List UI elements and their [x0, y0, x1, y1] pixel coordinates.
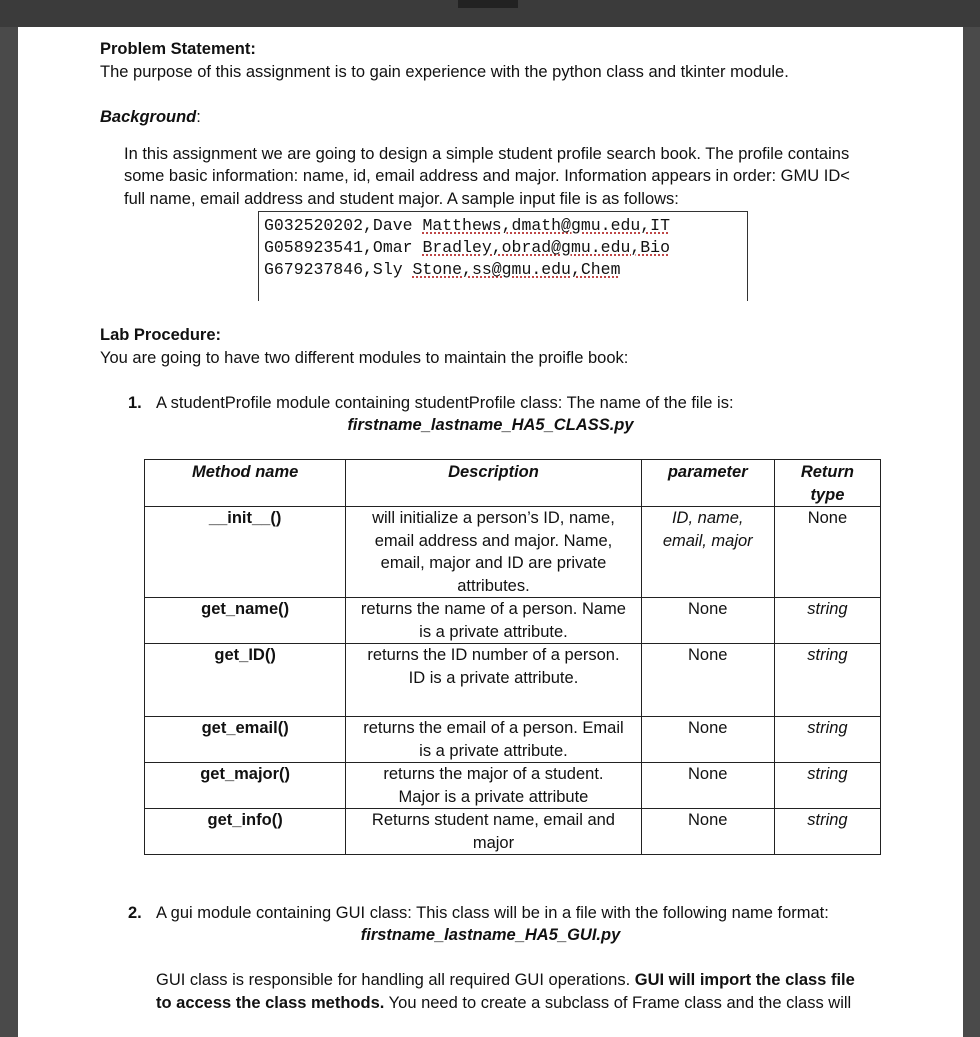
- viewer-top-bar: [0, 0, 980, 27]
- description-line: email address and major. Name,: [374, 531, 613, 550]
- document-page: [18, 27, 963, 1037]
- parameter-line: ID, name,: [671, 509, 744, 527]
- description-line: will initialize a person’s ID, name,: [372, 509, 615, 527]
- item1-number: 1.: [128, 394, 142, 412]
- viewer-tab: [458, 0, 518, 8]
- table-row: [145, 598, 881, 644]
- parameter-cell: [641, 507, 774, 598]
- table-row: [145, 809, 881, 855]
- gui-paragraph-line-1: [156, 969, 855, 992]
- return-cell: string: [774, 644, 880, 717]
- item2-text: A gui module containing GUI class: This class will be in a file with the following name format:: [156, 904, 829, 922]
- header-return-line-1: Return: [800, 463, 854, 481]
- table-row: [145, 763, 881, 809]
- gui-paragraph-line-2: [156, 992, 851, 1015]
- header-return-line-2: type: [810, 485, 845, 504]
- description-cell: [346, 644, 641, 717]
- method-name-cell: get_info(): [145, 809, 346, 855]
- sample-line-1-rest: Matthews,dmath@gmu.edu,IT: [422, 216, 670, 235]
- background-colon: :: [196, 108, 201, 126]
- description-line: email, major and ID are private: [380, 554, 607, 572]
- description-cell: [346, 809, 641, 855]
- item2-number: 2.: [128, 904, 142, 922]
- return-cell: string: [774, 717, 880, 763]
- lab-text: You are going to have two different modules to maintain the proifle book:: [100, 349, 629, 367]
- description-line: returns the name of a person. Name: [360, 600, 626, 618]
- description-cell: [346, 507, 641, 598]
- problem-text: The purpose of this assignment is to gain experience with the python class and tkinter module.: [100, 63, 789, 81]
- background-heading: Background: [100, 108, 197, 126]
- sample-line-3: [264, 259, 620, 281]
- method-name-cell: get_major(): [145, 763, 346, 809]
- table-row: [145, 717, 881, 763]
- method-name-cell: get_name(): [145, 598, 346, 644]
- return-cell: None: [774, 507, 880, 598]
- background-heading-line: [100, 106, 201, 129]
- gui-line2-plain: You need to create a subclass of Frame class and the class will: [384, 994, 852, 1012]
- item1-text: A studentProfile module containing studentProfile class: The name of the file is:: [156, 394, 734, 412]
- description-line: major: [472, 833, 515, 852]
- method-name-cell: get_ID(): [145, 644, 346, 717]
- sample-line-2: [264, 237, 670, 259]
- return-cell: string: [774, 598, 880, 644]
- background-line-1: In this assignment we are going to design a simple student profile search book. The profile contains: [124, 145, 850, 163]
- parameter-cell: None: [641, 598, 774, 644]
- description-line: returns the email of a person. Email: [363, 719, 624, 737]
- description-cell: [346, 763, 641, 809]
- problem-heading: Problem Statement:: [100, 40, 256, 58]
- sample-line-3-rest: Stone,ss@gmu.edu,Chem: [412, 260, 621, 279]
- header-method-name: Method name: [145, 460, 346, 507]
- background-line-2: some basic information: name, id, email address and major. Information appears in order: GMU ID<: [124, 167, 850, 185]
- parameter-cell: None: [641, 644, 774, 717]
- lab-heading: Lab Procedure:: [100, 326, 222, 344]
- gui-line2-bold: to access the class methods.: [156, 994, 385, 1012]
- sample-line-1: [264, 215, 670, 237]
- sample-line-1-id: G032520202,Dave: [264, 216, 423, 235]
- sample-line-2-rest: Bradley,obrad@gmu.edu,Bio: [422, 238, 670, 257]
- description-line: Major is a private attribute: [398, 787, 589, 806]
- background-line-3: full name, email address and student major. A sample input file is as follows:: [124, 190, 679, 208]
- sample-line-2-id: G058923541,Omar: [264, 238, 423, 257]
- header-parameter: parameter: [641, 460, 774, 507]
- methods-table: [144, 459, 881, 855]
- description-cell: [346, 717, 641, 763]
- description-line: is a private attribute.: [419, 741, 568, 760]
- description-line: attributes.: [457, 576, 530, 595]
- description-line: is a private attribute.: [419, 622, 568, 641]
- method-name-cell: get_email(): [145, 717, 346, 763]
- description-line: Returns student name, email and: [371, 811, 615, 829]
- parameter-cell: None: [641, 763, 774, 809]
- gui-line1-plain: GUI class is responsible for handling all required GUI operations.: [156, 971, 635, 989]
- description-line: returns the ID number of a person.: [367, 646, 620, 664]
- return-cell: string: [774, 763, 880, 809]
- parameter-cell: None: [641, 809, 774, 855]
- sample-input-file: [258, 211, 748, 301]
- header-return-type: [774, 460, 880, 507]
- description-cell: [346, 598, 641, 644]
- gui-line1-bold: GUI will import the class file: [634, 971, 855, 989]
- table-header-row: [145, 460, 881, 507]
- header-description: Description: [346, 460, 641, 507]
- parameter-line: email, major: [662, 531, 753, 550]
- item2-filename: firstname_lastname_HA5_GUI.py: [360, 926, 621, 944]
- table-row: [145, 644, 881, 717]
- parameter-cell: None: [641, 717, 774, 763]
- description-line: returns the major of a student.: [383, 765, 604, 783]
- item1-filename: firstname_lastname_HA5_CLASS.py: [347, 416, 634, 434]
- sample-line-3-id: G679237846,Sly: [264, 260, 413, 279]
- description-line: ID is a private attribute.: [408, 668, 579, 687]
- return-cell: string: [774, 809, 880, 855]
- method-name-cell: __init__(): [145, 507, 346, 598]
- table-row: [145, 507, 881, 598]
